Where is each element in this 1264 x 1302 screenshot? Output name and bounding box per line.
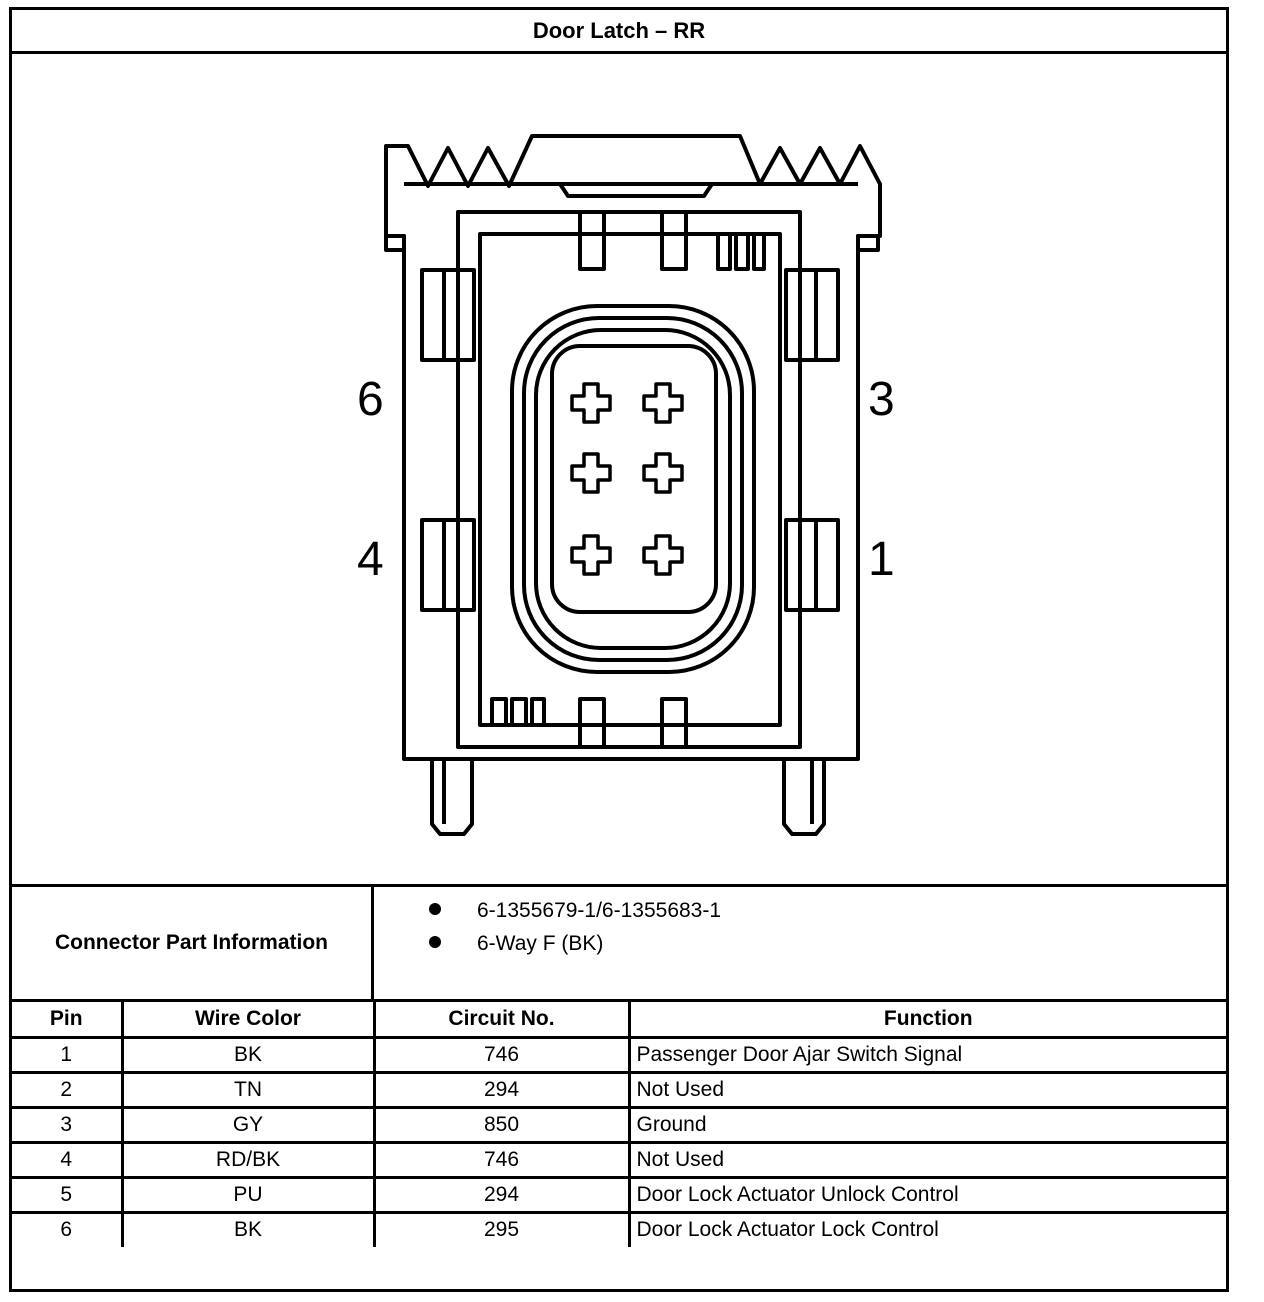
pin-label-3: 3 bbox=[868, 373, 895, 426]
table-row bbox=[12, 1177, 1226, 1212]
pin-cell: 1 bbox=[12, 1037, 122, 1072]
pin-label-4: 4 bbox=[357, 533, 384, 586]
right-tab bbox=[858, 236, 878, 250]
circuit-cell: 850 bbox=[374, 1107, 629, 1142]
wire-color-cell: RD/BK bbox=[122, 1142, 374, 1177]
pin-cell: 2 bbox=[12, 1072, 122, 1107]
pinout-table bbox=[12, 1002, 1226, 1247]
shroud-middle bbox=[524, 318, 742, 660]
table-row bbox=[12, 1212, 1226, 1247]
function-cell: Door Lock Actuator Unlock Control bbox=[629, 1177, 1226, 1212]
pin-cavities bbox=[572, 384, 682, 574]
right-upper-slot bbox=[786, 270, 838, 360]
table-row bbox=[12, 1037, 1226, 1072]
connector-description: 6-Way F (BK) bbox=[429, 932, 603, 956]
header-wire-color: Wire Color bbox=[122, 1002, 374, 1037]
function-cell: Not Used bbox=[629, 1072, 1226, 1107]
circuit-cell: 294 bbox=[374, 1177, 629, 1212]
pin-cell: 3 bbox=[12, 1107, 122, 1142]
wire-color-cell: PU bbox=[122, 1177, 374, 1212]
connector-diagram bbox=[12, 54, 1226, 884]
function-cell: Not Used bbox=[629, 1142, 1226, 1177]
table-row bbox=[12, 1142, 1226, 1177]
top-ridge bbox=[386, 136, 880, 219]
header-circuit-no: Circuit No. bbox=[374, 1002, 629, 1037]
circuit-cell: 746 bbox=[374, 1037, 629, 1072]
connector-part-number: 6-1355679-1/6-1355683-1 bbox=[429, 899, 721, 923]
left-upper-slot bbox=[422, 270, 474, 360]
header-pin: Pin bbox=[12, 1002, 122, 1037]
shroud-inner bbox=[536, 330, 730, 648]
wire-color-cell: GY bbox=[122, 1107, 374, 1142]
cavity-6 bbox=[572, 384, 610, 422]
circuit-cell: 294 bbox=[374, 1072, 629, 1107]
cavity-5 bbox=[572, 454, 610, 492]
cavity-3 bbox=[644, 384, 682, 422]
table-row bbox=[12, 1107, 1226, 1142]
right-leg bbox=[784, 759, 824, 834]
pin-cell: 5 bbox=[12, 1177, 122, 1212]
wire-color-cell: BK bbox=[122, 1037, 374, 1072]
function-cell: Ground bbox=[629, 1107, 1226, 1142]
sheet-title: Door Latch – RR bbox=[12, 10, 1226, 54]
connector-face-drawing bbox=[12, 54, 1226, 884]
left-tab bbox=[386, 236, 404, 250]
connector-info-label: Connector Part Information bbox=[12, 887, 374, 999]
left-leg bbox=[432, 759, 472, 834]
pin-cell: 4 bbox=[12, 1142, 122, 1177]
function-cell: Door Lock Actuator Lock Control bbox=[629, 1212, 1226, 1247]
right-lower-slot bbox=[786, 520, 838, 610]
pin-cell: 6 bbox=[12, 1212, 122, 1247]
circuit-cell: 746 bbox=[374, 1142, 629, 1177]
cavity-1 bbox=[644, 536, 682, 574]
left-lower-slot bbox=[422, 520, 474, 610]
table-row bbox=[12, 1072, 1226, 1107]
function-cell: Passenger Door Ajar Switch Signal bbox=[629, 1037, 1226, 1072]
wire-color-cell: TN bbox=[122, 1072, 374, 1107]
connector-info-row bbox=[12, 884, 1226, 1002]
circuit-cell: 295 bbox=[374, 1212, 629, 1247]
bullet-icon bbox=[429, 903, 441, 915]
cavity-2 bbox=[644, 454, 682, 492]
cavity-4 bbox=[572, 536, 610, 574]
pin-label-6: 6 bbox=[357, 373, 384, 426]
pin-label-1: 1 bbox=[868, 533, 895, 586]
bullet-icon bbox=[429, 936, 441, 948]
connector-sheet bbox=[9, 7, 1229, 1292]
connector-info-list bbox=[374, 887, 1226, 999]
wire-color-cell: BK bbox=[122, 1212, 374, 1247]
header-function: Function bbox=[629, 1002, 1226, 1037]
outer-inner-frame bbox=[458, 212, 800, 747]
